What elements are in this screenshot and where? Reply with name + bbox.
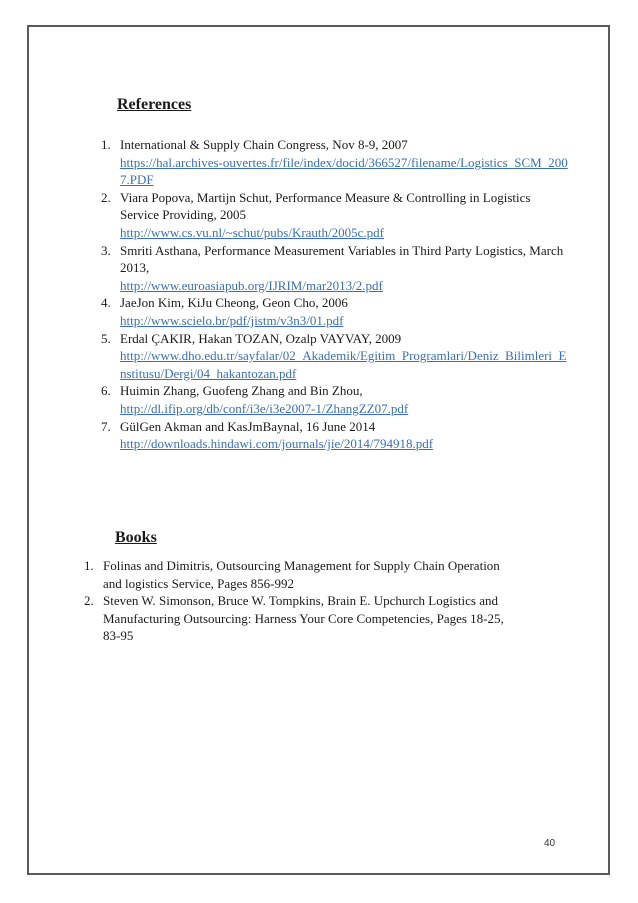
book-number: 2.: [84, 593, 94, 609]
references-list: [101, 136, 571, 453]
book-item-1: [84, 557, 514, 592]
books-list: [84, 557, 514, 645]
reference-item-4: [101, 294, 571, 329]
reference-number: 2.: [101, 189, 111, 205]
book-text: Steven W. Simonson, Bruce W. Tompkins, Brain E. Upchurch Logistics and Manufacturing Outsourcing: Harness Your Core Competencies, Pages 18-25, 83-95: [103, 593, 504, 644]
reference-link[interactable]: http://downloads.hindawi.com/journals/jie/2014/794918.pdf: [120, 436, 434, 452]
reference-link[interactable]: http://www.scielo.br/pdf/jistm/v3n3/01.pdf: [120, 312, 344, 328]
reference-item-2: [101, 189, 571, 242]
reference-number: 1.: [101, 137, 111, 152]
reference-link[interactable]: https://hal.archives-ouvertes.fr/file/index/docid/366527/filename/Logistics_SCM_2007.PDF: [120, 154, 568, 188]
reference-number: 5.: [101, 330, 111, 346]
book-text: Folinas and Dimitris, Outsourcing Management for Supply Chain Operation and logistics Service, Pages 856-992: [103, 558, 500, 591]
reference-item-1: [101, 136, 571, 189]
references-heading: References: [117, 96, 192, 113]
reference-number: 3.: [101, 242, 111, 258]
reference-text: International & Supply Chain Congress, Nov 8-9, 2007: [120, 137, 408, 152]
reference-item-6: [101, 382, 571, 417]
reference-link[interactable]: http://www.euroasiapub.org/IJRIM/mar2013/2.pdf: [120, 277, 383, 293]
reference-item-7: [101, 418, 571, 453]
reference-link[interactable]: http://www.dho.edu.tr/sayfalar/02_Akademik/Egitim_Programlari/Deniz_Bilimleri_Enstitusu/Dergi/04_hakantozan.pdf: [120, 348, 567, 381]
reference-text: Huimin Zhang, Guofeng Zhang and Bin Zhou,: [120, 383, 363, 399]
page-number: 40: [544, 838, 556, 849]
reference-item-5: [101, 330, 571, 383]
reference-number: 4.: [101, 295, 111, 311]
reference-number: 6.: [101, 383, 111, 399]
reference-text: Viara Popova, Martijn Schut, Performance Measure & Controlling in Logistics Service Providing, 2005: [120, 189, 531, 223]
book-number: 1.: [84, 558, 94, 573]
reference-text: Erdal ÇAKIR, Hakan TOZAN, Ozalp VAYVAY, 2009: [120, 330, 402, 346]
book-item-2: [84, 592, 514, 645]
reference-link[interactable]: http://www.cs.vu.nl/~schut/pubs/Krauth/2005c.pdf: [120, 224, 384, 240]
reference-text: Smriti Asthana, Performance Measurement Variables in Third Party Logistics, March 2013,: [120, 242, 564, 276]
reference-item-3: [101, 242, 571, 295]
reference-text: JaeJon Kim, KiJu Cheong, Geon Cho, 2006: [120, 295, 348, 311]
books-heading: Books: [115, 529, 157, 546]
reference-number: 7.: [101, 418, 111, 434]
reference-link[interactable]: http://dl.ifip.org/db/conf/i3e/i3e2007-1/ZhangZZ07.pdf: [120, 400, 409, 416]
reference-text: GülGen Akman and KasJmBaynal, 16 June 2014: [120, 418, 376, 434]
